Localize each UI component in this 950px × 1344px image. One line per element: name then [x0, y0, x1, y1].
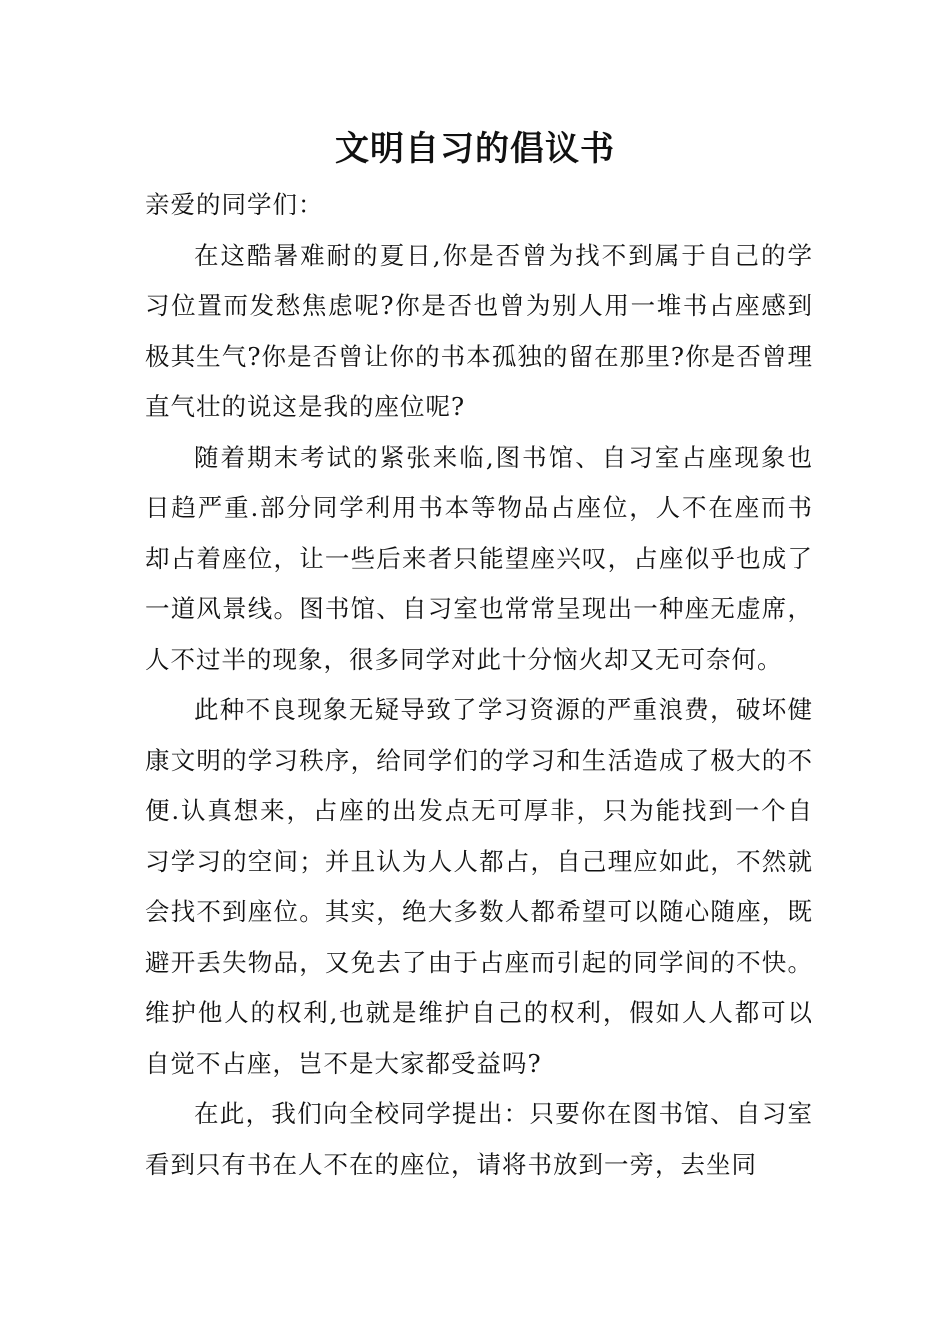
paragraph-1: 在这酷暑难耐的夏日,你是否曾为找不到属于自己的学习位置而发愁焦虑呢?你是否也曾为别人用一堆书占座感到极其生气?你是否曾让你的书本孤独的留在那里?你是否曾理直气壮的说这是我的座位呢?: [145, 240, 813, 421]
document-body: [145, 180, 813, 1190]
salutation: 亲爱的同学们：: [145, 190, 324, 219]
paragraph-3: 此种不良现象无疑导致了学习资源的严重浪费，破坏健康文明的学习秩序，给同学们的学习和生活造成了极大的不便.认真想来，占座的出发点无可厚非，只为能找到一个自习学习的空间；并且认为人人都占，自己理应如此，不然就会找不到座位。其实，绝大多数人都希望可以随心随座，既避开丢失物品，又免去了由于占座而引起的同学间的不快。维护他人的权利,也就是维护自己的权利，假如人人都可以自觉不占座，岂不是大家都受益吗?: [145, 695, 813, 1078]
paragraph-4: 在此，我们向全校同学提出：只要你在图书馆、自习室看到只有书在人不在的座位，请将书放到一旁，去坐同: [145, 1099, 813, 1179]
document-title: 文明自习的倡议书: [335, 129, 615, 169]
paragraph-2: 随着期末考试的紧张来临,图书馆、自习室占座现象也日趋严重.部分同学利用书本等物品占座位，人不在座而书却占着座位，让一些后来者只能望座兴叹，占座似乎也成了一道风景线。图书馆、自习室也常常呈现出一种座无虚席，人不过半的现象，很多同学对此十分恼火却又无可奈何。: [145, 442, 813, 674]
